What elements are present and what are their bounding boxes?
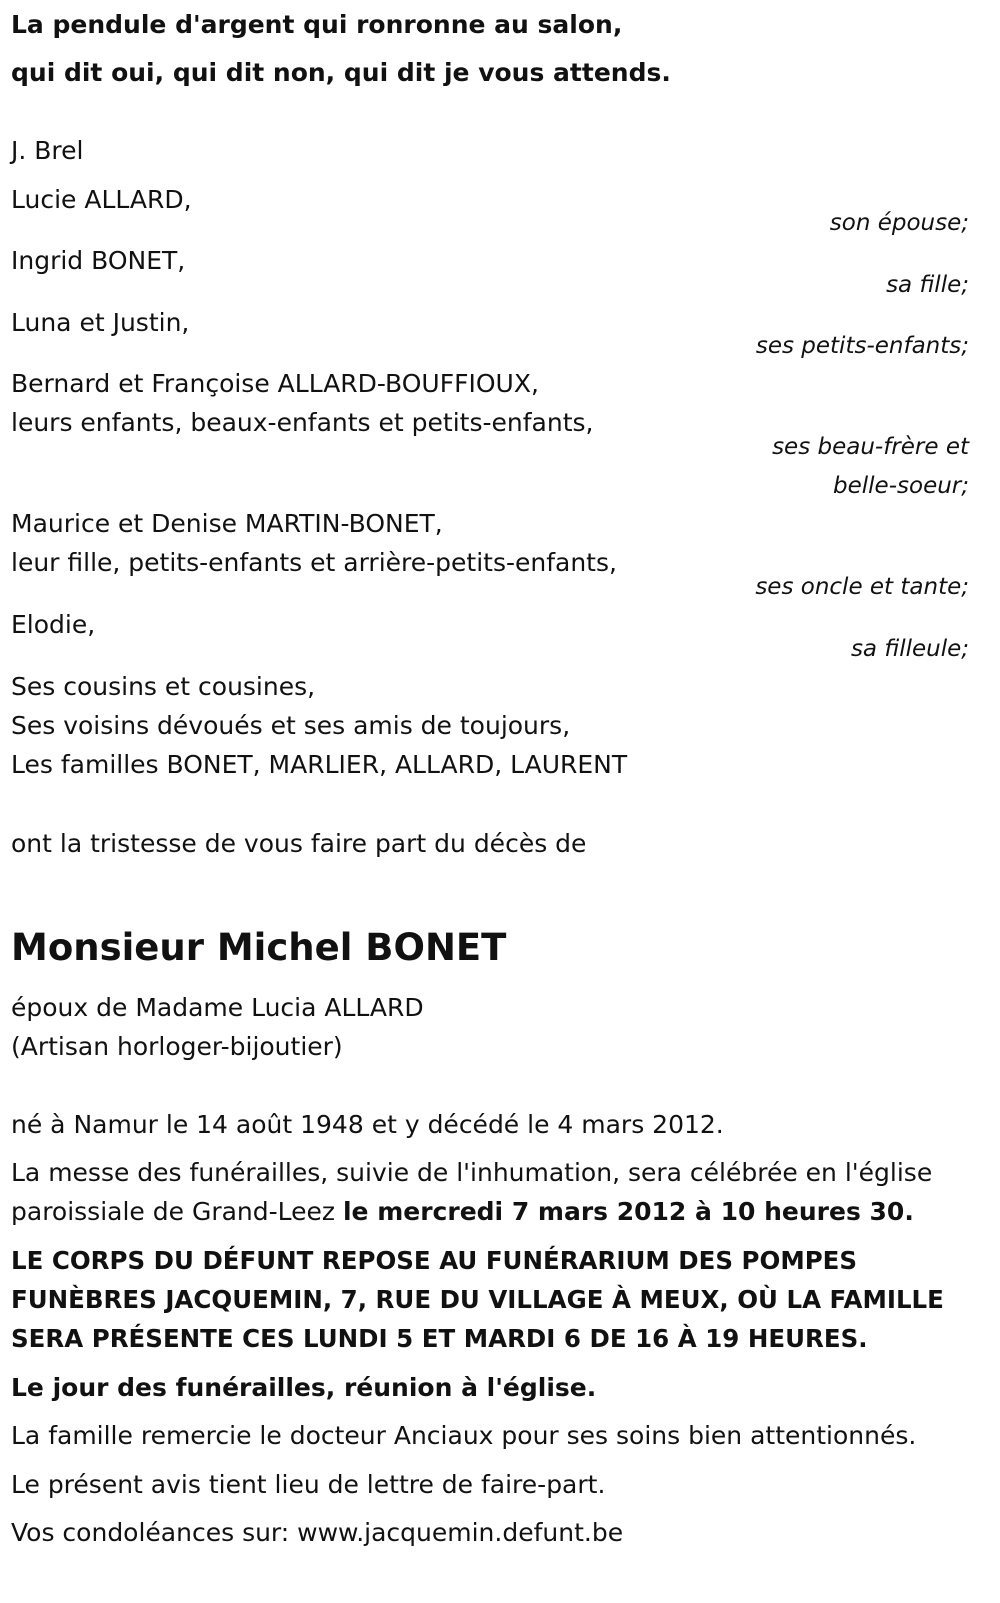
deceased-name: Monsieur Michel BONET — [11, 926, 507, 969]
relation-in-laws: ses beau-frère et — [772, 434, 969, 460]
birth-death-line: né à Namur le 14 août 1948 et y décédé le 4 mars 2012. — [11, 1110, 724, 1139]
others-line-1: Ses cousins et cousines, — [11, 672, 316, 701]
deceased-occupation: (Artisan horloger-bijoutier) — [11, 1032, 343, 1061]
relation-daughter: sa fille; — [886, 272, 969, 298]
funeral-line-1: La messe des funérailles, suivie de l'inhumation, sera célébrée en l'église — [11, 1158, 933, 1187]
relation-in-laws-cont: belle-soeur; — [833, 473, 969, 499]
others-line-3: Les familles BONET, MARLIER, ALLARD, LAURENT — [11, 750, 628, 779]
family-name-grandchildren: Luna et Justin, — [11, 308, 190, 337]
funeral-location: paroissiale de Grand-Leez — [11, 1197, 343, 1226]
epigraph-line-2: qui dit oui, qui dit non, qui dit je vous attends. — [11, 58, 671, 87]
condolences-line — [11, 1513, 623, 1553]
meeting-note: Le jour des funérailles, réunion à l'église. — [11, 1373, 597, 1402]
notice-note: Le présent avis tient lieu de lettre de faire-part. — [11, 1470, 606, 1499]
epigraph-line-1: La pendule d'argent qui ronronne au salon, — [11, 10, 623, 39]
family-name-in-laws-detail: leurs enfants, beaux-enfants et petits-enfants, — [11, 408, 594, 437]
deceased-spouse: époux de Madame Lucia ALLARD — [11, 993, 424, 1022]
relation-goddaughter: sa filleule; — [850, 636, 969, 662]
relation-spouse: son épouse; — [829, 210, 969, 236]
relation-grandchildren: ses petits-enfants; — [755, 333, 969, 359]
funeral-line-2 — [11, 1192, 914, 1232]
family-name-goddaughter: Elodie, — [11, 610, 96, 639]
condolences-label: Vos condoléances sur: — [11, 1518, 298, 1547]
condolences-url[interactable]: www.jacquemin.defunt.be — [297, 1518, 624, 1547]
others-line-2: Ses voisins dévoués et ses amis de toujours, — [11, 711, 571, 740]
viewing-line-1: LE CORPS DU DÉFUNT REPOSE AU FUNÉRARIUM DES POMPES — [11, 1246, 858, 1275]
thanks-note: La famille remercie le docteur Anciaux pour ses soins bien attentionnés. — [11, 1421, 917, 1450]
announcement-text: ont la tristesse de vous faire part du décès de — [11, 829, 587, 858]
funeral-date-time: le mercredi 7 mars 2012 à 10 heures 30. — [342, 1197, 914, 1226]
family-name-spouse: Lucie ALLARD, — [11, 185, 192, 214]
family-name-in-laws: Bernard et Françoise ALLARD-BOUFFIOUX, — [11, 369, 539, 398]
family-name-uncle-aunt: Maurice et Denise MARTIN-BONET, — [11, 509, 443, 538]
family-name-uncle-aunt-detail: leur fille, petits-enfants et arrière-petits-enfants, — [11, 548, 617, 577]
family-name-daughter: Ingrid BONET, — [11, 246, 186, 275]
viewing-line-3: SERA PRÉSENTE CES LUNDI 5 ET MARDI 6 DE 16 À 19 HEURES. — [11, 1324, 868, 1353]
relation-uncle-aunt: ses oncle et tante; — [755, 574, 969, 600]
epigraph-author: J. Brel — [11, 136, 84, 165]
viewing-line-2: FUNÈBRES JACQUEMIN, 7, RUE DU VILLAGE À MEUX, OÙ LA FAMILLE — [11, 1285, 944, 1314]
